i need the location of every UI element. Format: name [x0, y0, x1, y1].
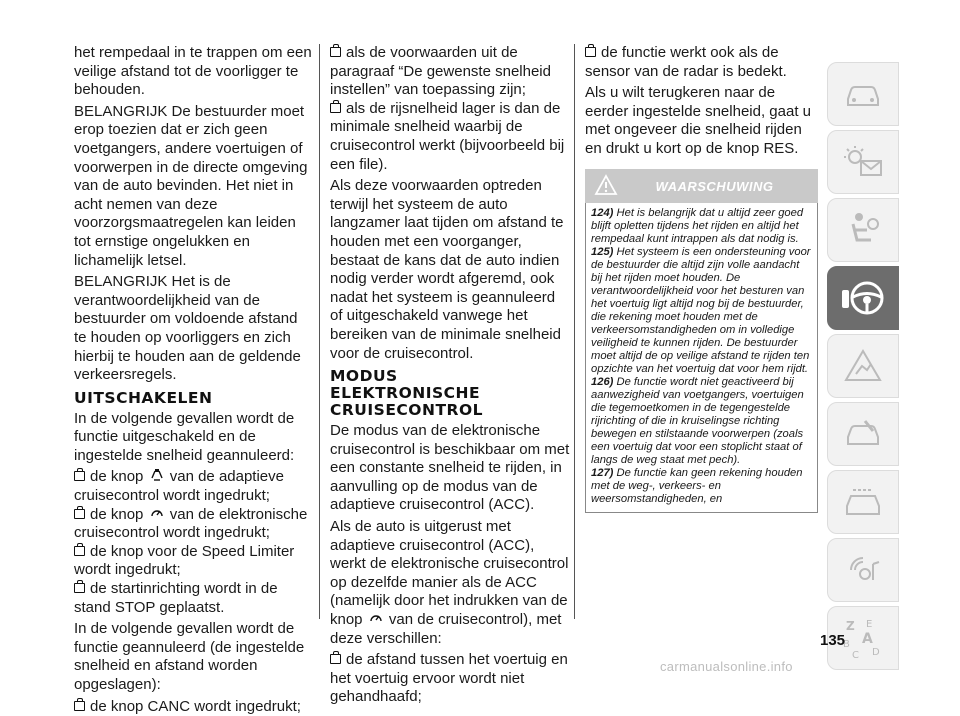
warning-note — [591, 207, 812, 246]
note-number: 126) — [591, 375, 614, 388]
warning-note — [591, 467, 812, 506]
cruise-control-icon — [369, 612, 383, 624]
svg-text:A: A — [862, 631, 873, 647]
bullet-text: de knop voor de Speed Limiter wordt ingedrukt; — [74, 542, 295, 579]
note-text: Het is belangrijk dat u altijd zeer goed blijft opletten tijdens het rijden en altijd het rempedaal kunt intrappen als dat nodig is. — [591, 206, 804, 245]
bullet-text: de knop CANC wordt ingedrukt; — [90, 697, 301, 715]
bullet-icon — [330, 654, 341, 664]
index-icon — [840, 615, 886, 661]
bullet-item — [330, 100, 570, 174]
section-heading-uitschakelen: UITSCHAKELEN — [74, 388, 213, 407]
heading-line: ELEKTRONISCHE — [330, 384, 481, 403]
airbag-seat-icon — [843, 210, 883, 250]
tab-technical-data[interactable] — [827, 470, 899, 534]
bullet-icon — [330, 47, 341, 57]
svg-text:D: D — [872, 647, 880, 658]
paragraph: Als deze voorwaarden optreden terwijl het systeem de auto langzamer laat tijden om afstand te houden met een voorganger, bestaat de kans dat de auto indien nodig verder wordt afgeremd, ook nadat het systeem is geannuleerd of uitgeschakeld vanwege het bereiken van de minimale snelheid voor de cruisecontrol. — [330, 177, 564, 362]
paragraph — [330, 518, 570, 648]
bullet-icon — [74, 471, 85, 481]
svg-text:B: B — [843, 639, 850, 650]
paragraph: Als u wilt terugkeren naar de eerder ingestelde snelheid, gaat u met ongeveer die snelheid rijden en drukt u kort op de knop RES. — [585, 84, 811, 157]
heading-line: MODUS — [330, 367, 398, 386]
cruise-control-icon — [150, 507, 164, 519]
warning-lights-icon — [841, 145, 885, 179]
bullet-icon — [74, 546, 85, 556]
note-text: De functie wordt niet geactiveerd bij aanwezigheid van voetgangers, voertuigen die tegemoetkomen in de tegengestelde rijrichting of die in kruiselingse richting bewegen en stilstaande voorwerpen (zoals een voertuig dat voor een stoplicht staat of langs de weg staat met pech). — [591, 375, 804, 466]
paragraph-text: Als de auto is uitgerust met adaptieve cruisecontrol (ACC), werkt de elektronische cruisecontrol op dezelfde manier als de ACC (namelijk door het indrukken van de knop — [330, 518, 569, 629]
warning-header — [585, 169, 818, 203]
paragraph: De modus van de elektronische cruisecontrol is beschikbaar om met een constante snelheid te rijden, in aanvulling op de modus van de adaptieve cruisecontrol (ACC). — [330, 422, 570, 514]
steering-wheel-key-icon — [840, 278, 886, 318]
breakdown-icon — [843, 348, 883, 384]
car-icon — [843, 79, 883, 109]
bullet-icon — [74, 701, 85, 711]
bullet-text: de functie werkt ook als de sensor van de radar is bedekt. — [585, 44, 787, 80]
bullet-text: als de voorwaarden uit de paragraaf “De gewenste snelheid instellen” van toepassing zijn; — [330, 44, 551, 99]
svg-text:Z: Z — [846, 619, 855, 633]
bullet-item — [74, 580, 314, 617]
warning-title: WAARSCHUWING — [655, 178, 774, 194]
bullet-text: als de rijsnelheid lager is dan de minimale snelheid waarbij de cruisecontrol werkt (bijvoorbeeld bij een file). — [330, 99, 565, 173]
bullet-item — [74, 698, 314, 716]
note-number: 127) — [591, 466, 614, 479]
warning-body — [585, 203, 818, 513]
note-text: De functie kan geen rekening houden met de weg-, verkeers- en weersomstandigheden, en — [591, 466, 803, 505]
tab-safety[interactable] — [827, 198, 899, 262]
bullet-text: de knop — [90, 468, 144, 486]
bullet-text: van de elektronische cruisecontrol wordt ingedrukt; — [74, 505, 308, 542]
bullet-item — [74, 543, 314, 580]
section-heading-modus — [330, 368, 570, 419]
page-number: 135 — [820, 632, 846, 649]
warning-note — [591, 246, 812, 376]
bullet-item — [330, 651, 570, 707]
chapter-tab-sidebar — [827, 62, 899, 674]
bullet-item — [74, 506, 314, 543]
tab-driving[interactable] — [827, 266, 899, 330]
bullet-icon — [585, 47, 596, 57]
bullet-text: van de adaptieve cruisecontrol wordt ingedrukt; — [74, 468, 284, 505]
maintenance-icon — [843, 417, 883, 451]
heading-line: CRUISECONTROL — [330, 401, 484, 420]
column-divider-2 — [574, 44, 575, 619]
bullet-item — [74, 468, 314, 505]
bullet-text: de afstand tussen het voertuig en het voertuig ervoor wordt niet gehandhaafd; — [330, 651, 568, 706]
paragraph: In de volgende gevallen wordt de functie uitgeschakeld en de ingestelde snelheid geannuleerd: — [74, 409, 295, 464]
technical-data-icon — [843, 484, 883, 520]
column-3 — [585, 44, 818, 513]
bullet-text: de knop — [90, 505, 144, 523]
column-1 — [74, 44, 314, 716]
column-2 — [330, 44, 570, 707]
bullet-text: de startinrichting wordt in de stand STOP geplaatst. — [74, 580, 278, 616]
note-number: 125) — [591, 245, 614, 258]
bullet-icon — [74, 583, 85, 593]
warning-note — [591, 376, 812, 467]
tab-car[interactable] — [827, 62, 899, 126]
svg-text:C: C — [852, 650, 859, 661]
paragraph: BELANGRIJK Het is de verantwoordelijkheid van de bestuurder om voldoende afstand te houden op voorliggers en zich hierbij te houden aan de geldende verkeersregels. — [74, 273, 301, 384]
multimedia-icon — [843, 550, 883, 590]
note-number: 124) — [591, 206, 614, 219]
note-text: Het systeem is een ondersteuning voor de bestuurder die altijd zijn volle aandacht bij het rijden moet houden. De verantwoordelijkheid voor het besturen van het voertuig ligt altijd nog bij de bestuurder, die rekening moet houden met de verkeersomstandigheden om in volledige veiligheid te kunnen rijden. De bestuurder moet altijd de op veilige afstand te rijden ten opzichte van het voertuig dat voor hem rijdt. — [591, 245, 811, 375]
paragraph: het rempedaal in te trappen om een veilige afstand tot de voorligger te behouden. — [74, 44, 312, 99]
tab-maintenance[interactable] — [827, 402, 899, 466]
tab-emergency[interactable] — [827, 334, 899, 398]
paragraph: BELANGRIJK De bestuurder moet erop toezien dat er zich geen voetgangers, andere voertuigen of voorwerpen in de directe omgeving van de auto bevinden. Het niet in acht nemen van deze voorzorgsmaatregelen kan leiden tot ernstige ongelukken en lichamelijk letsel. — [74, 102, 308, 269]
bullet-item — [330, 44, 570, 100]
paragraph: In de volgende gevallen wordt de functie geannuleerd (de ingestelde snelheid en afstand worden opgeslagen): — [74, 620, 305, 693]
paragraph-text: van de cruisecontrol), met deze verschillen: — [330, 611, 562, 647]
watermark: carmanualsonline.info — [660, 659, 793, 674]
bullet-icon — [74, 509, 85, 519]
tab-warning-lights[interactable] — [827, 130, 899, 194]
svg-text:E: E — [866, 619, 873, 630]
bullet-item — [585, 44, 818, 81]
column-divider-1 — [319, 44, 320, 619]
tab-multimedia[interactable] — [827, 538, 899, 602]
adaptive-cruise-icon — [150, 469, 164, 481]
bullet-icon — [330, 103, 341, 113]
